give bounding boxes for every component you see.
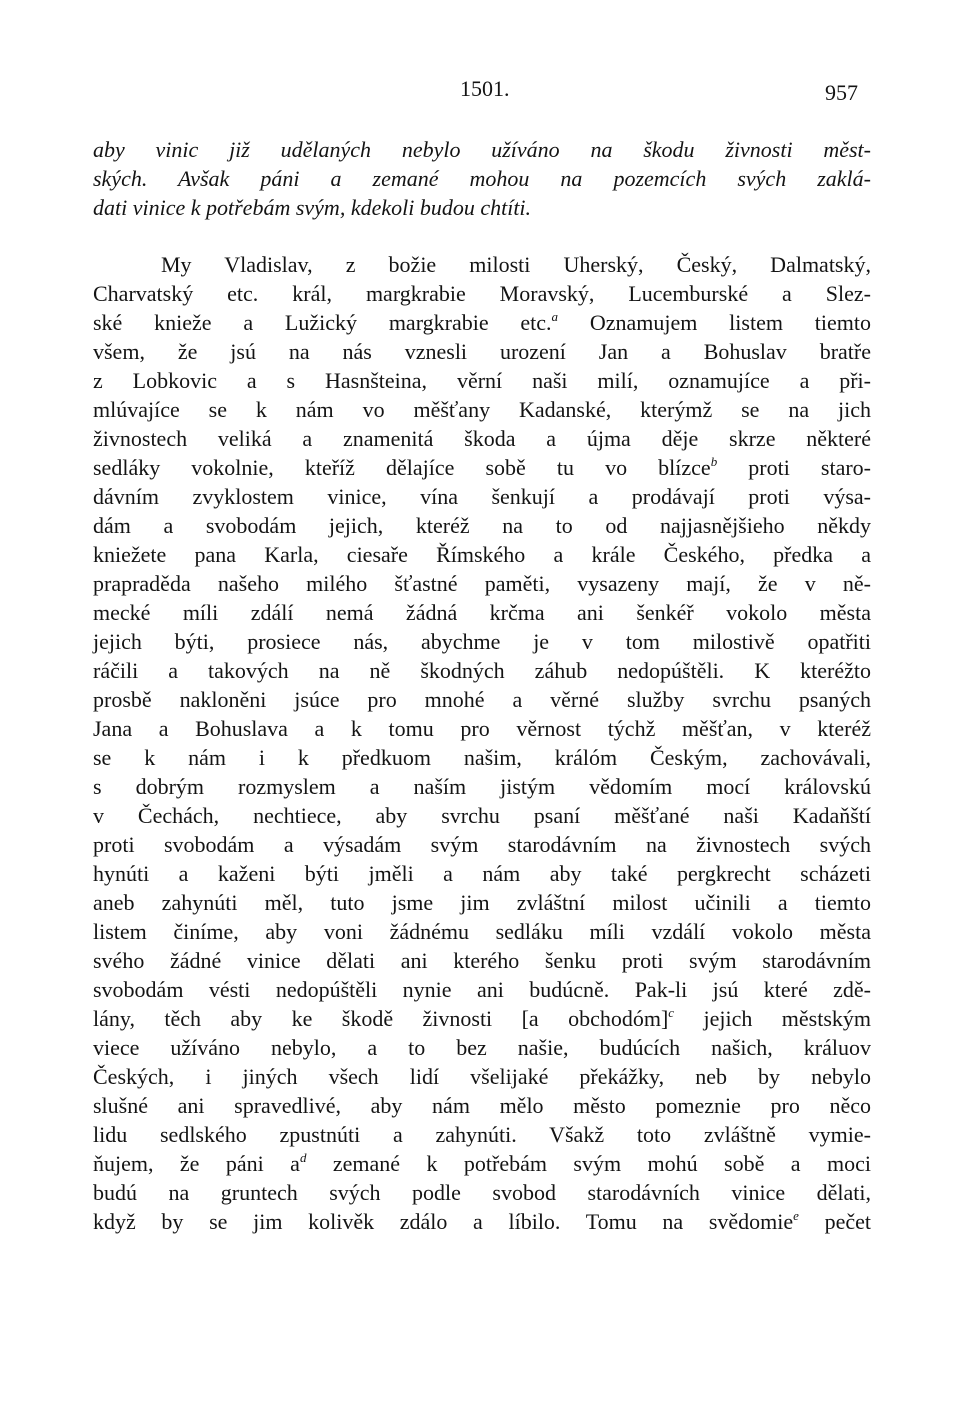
text-line: dám a svobodám jejich, kteréž na to od najjasnějšieho někdy [93, 513, 871, 538]
main-paragraph [93, 250, 871, 1236]
text-line: dávním zvyklostem vinice, vína šenkují a prodávají proti výsa- [93, 484, 871, 509]
text-line: když by se jim kolivěk zdálo a líbilo. Tomu na svědomie$^e$ pečet [93, 1208, 871, 1234]
text-line: jejich býti, prosiece nás, abychme je v tom milostivě opatřiti [93, 629, 871, 654]
text-line: aneb zahynúti měl, tuto jsme jim zvláštní milost učinili a tiemto [93, 890, 871, 915]
text-line: prosbě nakloněni jsúce pro mnohé a věrné služby svrchu psaných [93, 687, 871, 712]
text-line: prapraděda našeho milého šťastné paměti, vysazeny mají, že v ně- [93, 571, 871, 596]
header-year: 1501. [460, 76, 510, 101]
text-line: Charvatský etc. král, margkrabie Moravský, Lucemburské a Slez- [93, 281, 871, 306]
heading-line: ských. Avšak páni a zemané mohou na pozemcích svých zaklá- [93, 166, 871, 191]
text-line: živnostech veliká a znamenitá škoda a újma děje skrze některé [93, 426, 871, 451]
footnote-marker: e [793, 1208, 799, 1223]
text-line: mecké míli zdálí nemá žádná krčma ani šenkéř vokolo města [93, 600, 871, 625]
text-line: všem, že jsú na nás vznesli urození Jan a Bohuslav bratře [93, 339, 871, 364]
text-line: svého žádné vinice dělati ani kterého šenku proti svým starodávním [93, 948, 871, 973]
text-line: svobodám vésti nedopúštěli nynie ani budúcně. Pak-li jsú které zdě- [93, 977, 871, 1002]
text-line: mlúvajíce se k nám vo měšťany Kadanské, kterýmž se na jich [93, 397, 871, 422]
text-line: kniežete pana Karla, ciesaře Římského a krále Českého, předka a [93, 542, 871, 567]
footnote-marker: a [551, 309, 559, 324]
text-line: ské knieže a Lužický margkrabie etc.$^a$ Oznamujem listem tiemto [93, 309, 871, 335]
heading-line: dati vinice k potřebám svým, kdekoli budou chtíti. [93, 195, 532, 220]
footnote-marker: c [668, 1005, 675, 1020]
text-line: ráčili a takových na ně škodných záhub nedopúštěli. K kteréžto [93, 658, 871, 683]
text-line: lány, těch aby ke škodě živnosti [a obchodóm]$^c$ jejich městským [93, 1005, 871, 1031]
text-line: sedláky vokolnie, kteříž dělajíce sobě tu vo blízce$^b$ proti staro- [93, 454, 871, 480]
italic-heading [93, 135, 871, 222]
text-line: My Vladislav, z božie milosti Uherský, Český, Dalmatský, [161, 252, 871, 277]
text-line: s dobrým rozmyslem a naším jistým vědomím mocí královskú [93, 774, 871, 799]
text-line: Českých, i jiných všech lidí všelijaké překážky, neb by nebylo [93, 1064, 871, 1089]
heading-line: aby vinic již udělaných nebylo užíváno na škodu živnosti měst- [93, 137, 871, 162]
text-line: z Lobkovic a s Hasnšteina, věrní naši milí, oznamujíce a při- [93, 368, 871, 393]
text-line: proti svobodám a výsadám svým starodávním na živnostech svých [93, 832, 871, 857]
footnote-marker: b [710, 454, 718, 469]
text-line: ňujem, že páni $a^d$ zemané k potřebám svým mohú sobě a moci [93, 1150, 871, 1176]
text-line: v Čechách, nechtiece, aby svrchu psaní měšťané naši Kadaňští [93, 803, 871, 828]
footnote-marker: d [299, 1150, 307, 1165]
text-line: lidu sedlského zpustnúti a zahynúti. Všakž toto zvláštně vymie- [93, 1122, 871, 1147]
text-line: slušné ani spravedlivé, aby nám mělo město pomeznie pro něco [93, 1093, 871, 1118]
running-header [0, 76, 960, 106]
text-line: viece užíváno nebylo, a to bez našie, budúcích našich, králuov [93, 1035, 871, 1060]
text-body [93, 135, 871, 1236]
page-number: 957 [825, 80, 858, 105]
text-line: hynúti a kaženi býti jměli a nám aby také pergkrecht scházeti [93, 861, 871, 886]
text-line: budú na gruntech svých podle svobod starodávních vinice dělati, [93, 1180, 871, 1205]
text-line: se k nám i k předkuom našim, králóm Českým, zachovávali, [93, 745, 871, 770]
text-line: Jana a Bohuslava a k tomu pro věrnost týchž měšťan, v kteréž [93, 716, 871, 741]
text-line: listem činíme, aby voni žádnému sedláku míli vzdálí vokolo města [93, 919, 871, 944]
